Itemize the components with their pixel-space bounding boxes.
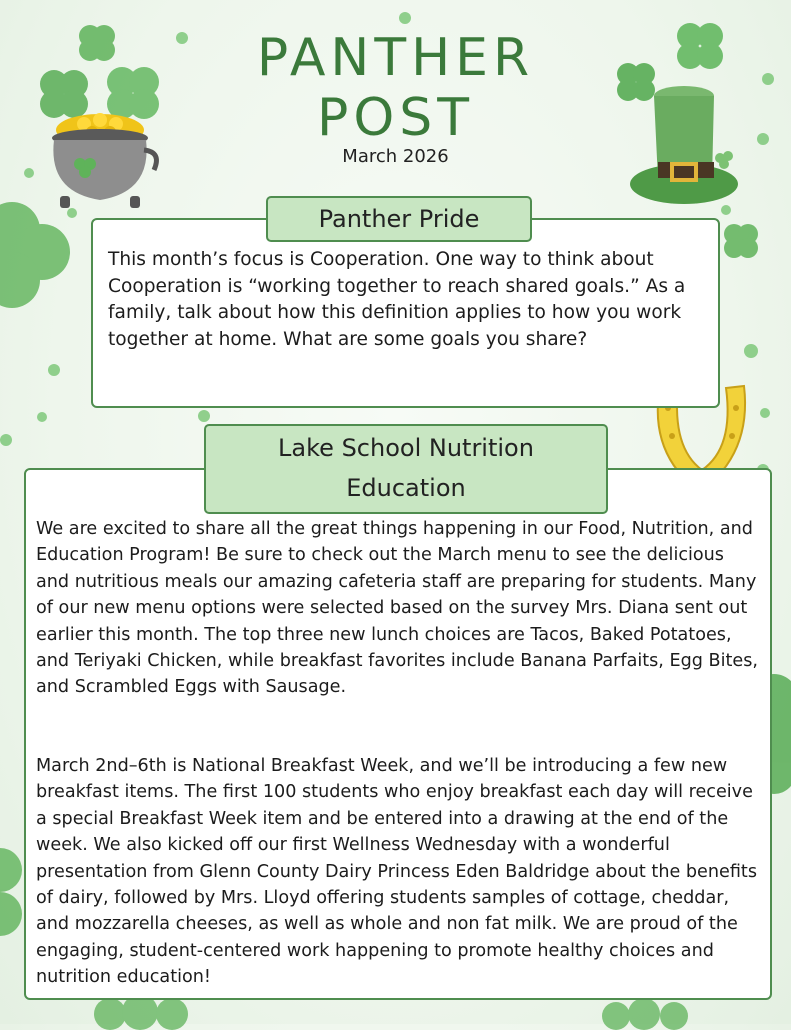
nutrition-paragraph-1: We are excited to share all the great things happening in our Food, Nutrition, and Education Program! Be sure to check out the March menu to see the delicious and nutritious meals our amazing cafeteria staff are preparing for students. Many of our new menu options were selected based on the survey Mrs. Diana sent out earlier this month. The top three new lunch choices are Tacos, Baked Potatoes, and Teriyaki Chicken, while breakfast favorites include Banana Parfaits, Egg Bites, and Scrambled Eggs with Sausage. [36, 519, 758, 698]
decor-dot [48, 364, 60, 376]
decor-dot [198, 410, 210, 422]
decor-dot [37, 412, 47, 422]
newsletter-title-line2: POST [316, 88, 475, 148]
nutrition-heading [204, 424, 608, 514]
panther-pride-text: This month’s focus is Cooperation. One way to think about Cooperation is “working together to reach shared goals.” As a family, talk about how this definition applies to how you work together at home. What are some goals you share? [108, 249, 686, 350]
decor-dot [0, 434, 12, 446]
nutrition-paragraph-2: March 2nd–6th is National Breakfast Week, and we’ll be introducing a few new breakfast items. The first 100 students who enjoy breakfast each day will receive a special Breakfast Week item and be entered into a drawing at the end of the week. We also kicked off our first Wellness Wednesday with a wonderful presentation from Glenn County Dairy Princess Eden Baldridge about the benefits of dairy, followed by Mrs. Lloyd offering students samples of cottage, cheddar, and mozzarella cheeses, as well as whole and non fat milk. We are proud of the engaging, student-centered work happening to promote healthy choices and nutrition education! [36, 756, 757, 988]
nutrition-heading-line1: Lake School Nutrition [278, 434, 534, 462]
decor-dot [760, 408, 770, 418]
decor-dot [24, 168, 34, 178]
shamrock-icon [718, 218, 766, 266]
nutrition-heading-line2: Education [346, 474, 466, 502]
decor-dot [744, 344, 758, 358]
issue-date: March 2026 [342, 146, 449, 167]
panther-pride-heading: Panther Pride [266, 196, 532, 242]
decor-dot [399, 12, 411, 24]
newsletter-title-line1: PANTHER [256, 28, 535, 88]
